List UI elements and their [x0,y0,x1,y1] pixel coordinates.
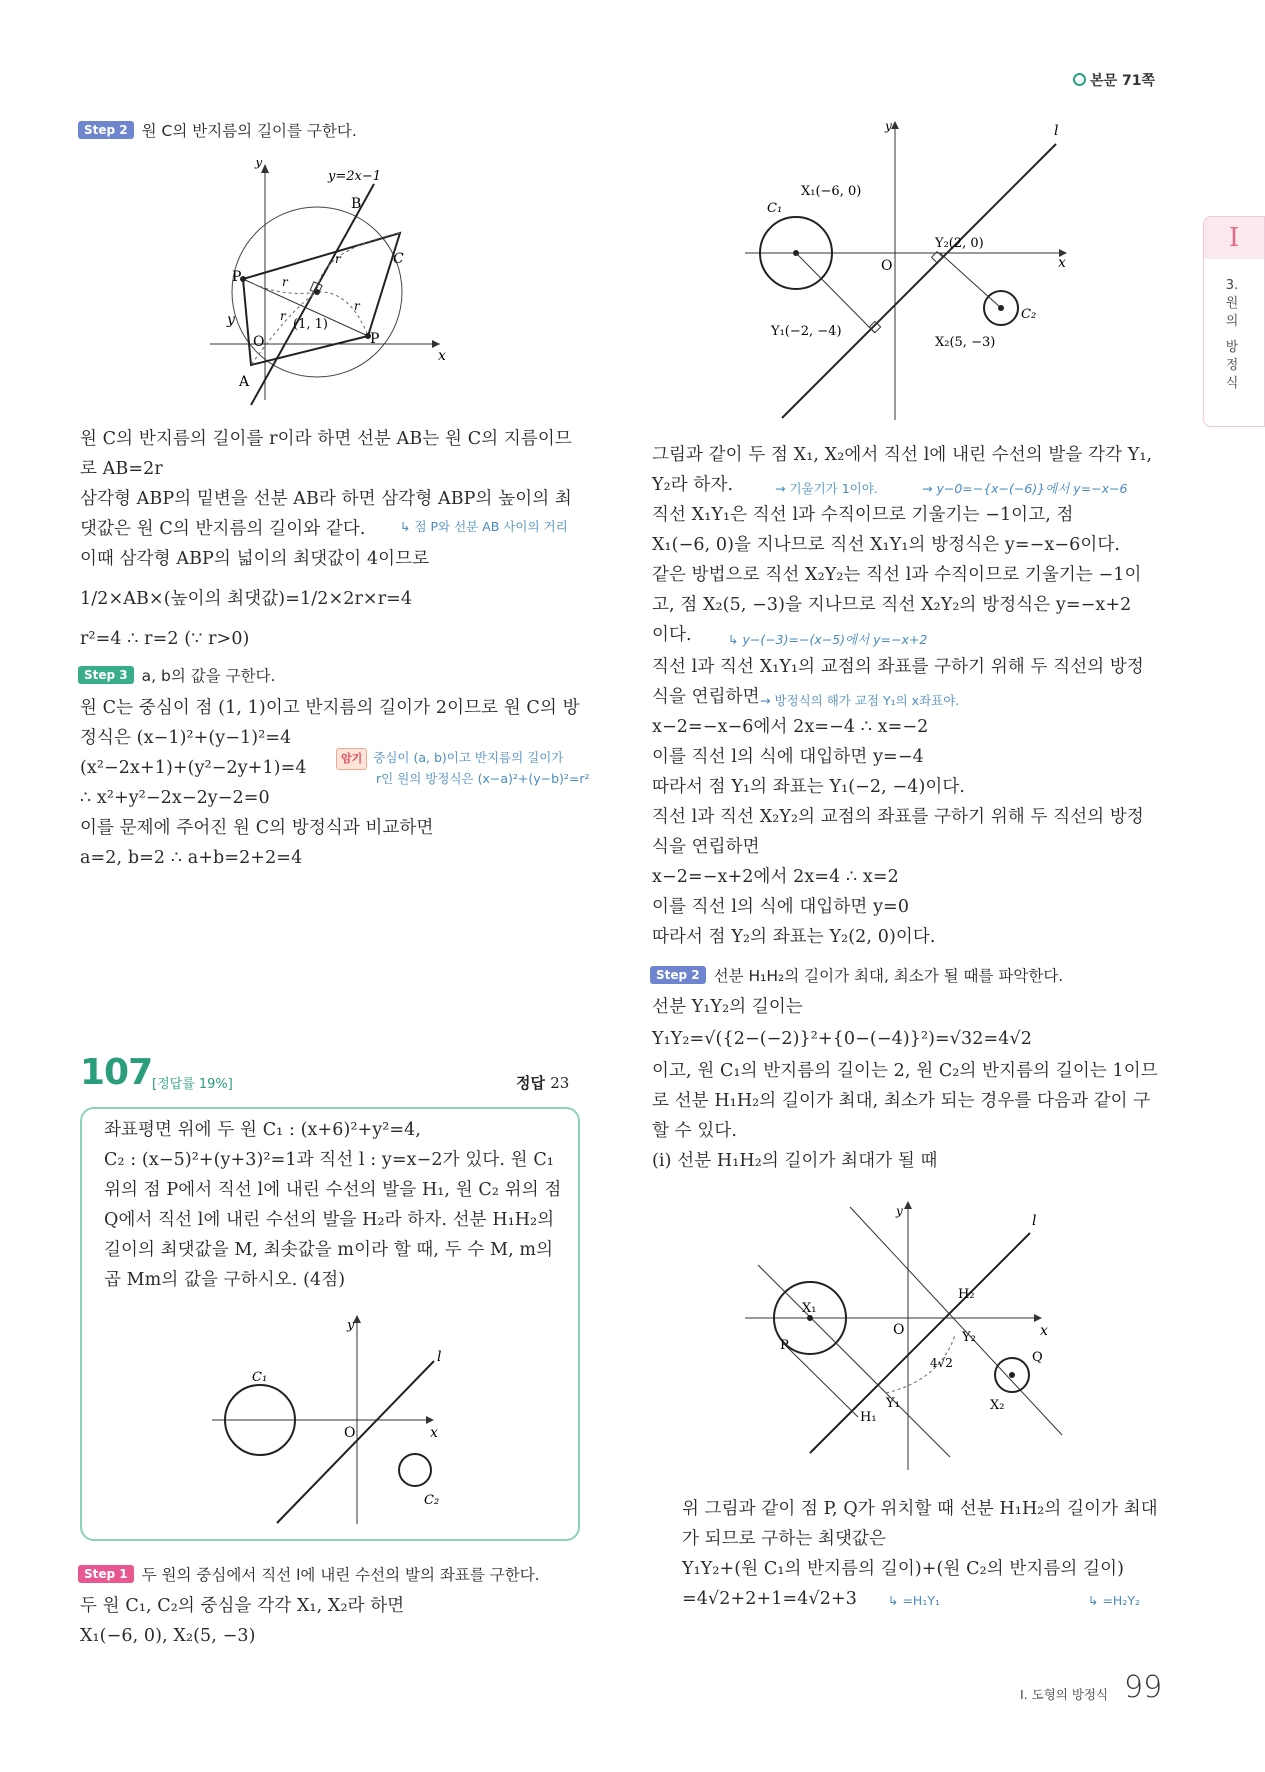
svg-text:y: y [255,160,263,170]
svg-text:4√2: 4√2 [930,1356,953,1370]
svg-text:r: r [280,309,286,323]
svg-text:Y₂: Y₂ [962,1330,976,1345]
svg-text:x: x [430,1425,438,1441]
figure-max-case [740,1195,1080,1475]
problem-box: 좌표평면 위에 두 원 C₁ : (x+6)²+y²=4, C₂ : (x−5)²+(y+3)²=1과 직선 l : y=x−2가 있다. 원 C₁ 위의 점 P에서 직선 l에 내린 수선의 발을 H₁, 원 C₂ 위의 점 Q에서 직선 l에 내린 수선의 발을 H₂라 하자. 선분 H₁H₂의 길이의 최댓값을 M, 최솟값을 m이라 할 때, 두 수 M, m의 곱 Mm의 값을 구하시오. (4점) y l x O C₁ C₂ [80,1107,580,1541]
svg-text:Y₂(2, 0): Y₂(2, 0) [935,236,984,251]
svg-text:X₁(−6, 0): X₁(−6, 0) [801,184,862,199]
svg-text:r: r [335,252,341,266]
footer-chapter-label: I. 도형의 방정식 [1020,1687,1109,1702]
step2b-badge: Step 2 [650,966,706,984]
circle-bullet-icon [1073,73,1086,86]
svg-text:C: C [393,251,404,267]
svg-text:y: y [885,119,892,133]
svg-text:A: A [239,374,250,390]
figure-circle-ABP [210,160,470,410]
svg-text:O: O [253,334,265,350]
svg-text:P: P [232,269,242,285]
svg-text:l: l [1032,1213,1037,1229]
svg-text:r: r [282,275,288,289]
figure-perpendicular-feet [745,115,1085,425]
svg-text:C₂: C₂ [424,1493,440,1508]
step3-badge: Step 3 [78,666,134,684]
amgi-badge: 암기 [336,748,367,770]
problem-number: 107 [80,1052,153,1093]
svg-text:y=2x−1: y=2x−1 [328,169,382,184]
svg-text:C₁: C₁ [252,1370,268,1385]
svg-text:O: O [344,1425,356,1441]
reference-page-link[interactable]: 본문 71쪽 [1073,70,1155,90]
svg-text:y: y [347,1318,355,1333]
svg-text:r: r [354,299,360,313]
correct-rate: [정답률 19%] [152,1077,233,1092]
annotation-h1y1: ↳ =H₁Y₁ [888,1593,940,1608]
svg-text:C₁: C₁ [767,201,783,216]
svg-text:X₂(5, −3): X₂(5, −3) [935,335,996,350]
svg-text:x: x [438,348,446,364]
step2-heading: Step 2 원 C의 반지름의 길이를 구한다. [78,119,357,141]
svg-text:Q: Q [1032,1350,1043,1365]
svg-text:(1, 1): (1, 1) [293,317,328,332]
annotation-slope: → 기울기가 1이야. [775,481,878,496]
svg-text:O: O [881,258,893,274]
annotation-eq2: ↳ y−(−3)=−(x−5)에서 y=−x+2 [728,632,928,647]
annotation-h2y2: ↳ =H₂Y₂ [1088,1593,1140,1608]
svg-text:X₁: X₁ [802,1301,817,1316]
svg-text:Y₁(−2, −4): Y₁(−2, −4) [771,324,842,339]
svg-text:B: B [351,196,362,212]
chapter-side-tab[interactable] [1203,216,1265,428]
svg-text:x: x [1058,255,1066,271]
annotation-note: ↳ 점 P와 선분 AB 사이의 거리 [400,519,568,534]
annotation-solution: → 방정식의 해가 교점 Y₁의 x좌표야. [760,693,960,708]
svg-text:Y₁: Y₁ [886,1396,900,1411]
annotation-eq1: → y−0=−{x−(−6)}에서 y=−x−6 [922,481,1128,496]
page-number: 99 [1124,1670,1163,1705]
step1-heading: Step 1 두 원의 중심에서 직선 l에 내린 수선의 발의 좌표를 구한다. [78,1563,540,1585]
svg-text:x: x [1040,1323,1048,1339]
svg-text:O: O [893,1322,905,1338]
svg-text:C₂: C₂ [1021,307,1037,322]
step1-badge: Step 1 [78,1565,134,1583]
svg-text:P: P [370,331,380,347]
section-label: 3. 원 의 방 정 식 [1203,259,1265,427]
step2b-heading: Step 2 선분 H₁H₂의 길이가 최대, 최소가 될 때를 파악한다. [650,964,1063,986]
svg-text:H₂: H₂ [958,1287,975,1302]
answer: 정답 23 [516,1074,570,1092]
amgi-tip: 암기 중심이 (a, b)이고 반지름의 길이가 r인 원의 방정식은 (x−a)²+(y−b)²=r² [336,748,590,788]
svg-text:X₂: X₂ [990,1398,1005,1413]
chapter-numeral: I [1203,216,1265,259]
problem-figure [212,1309,512,1529]
step2-badge: Step 2 [78,121,134,139]
svg-text:y: y [896,1204,903,1218]
svg-text:P: P [780,1338,789,1353]
step3-heading: Step 3 a, b의 값을 구한다. [78,664,275,686]
svg-text:l: l [1054,123,1059,139]
label-y: y [227,312,235,328]
svg-text:l: l [437,1349,442,1365]
svg-text:H₁: H₁ [860,1410,877,1425]
